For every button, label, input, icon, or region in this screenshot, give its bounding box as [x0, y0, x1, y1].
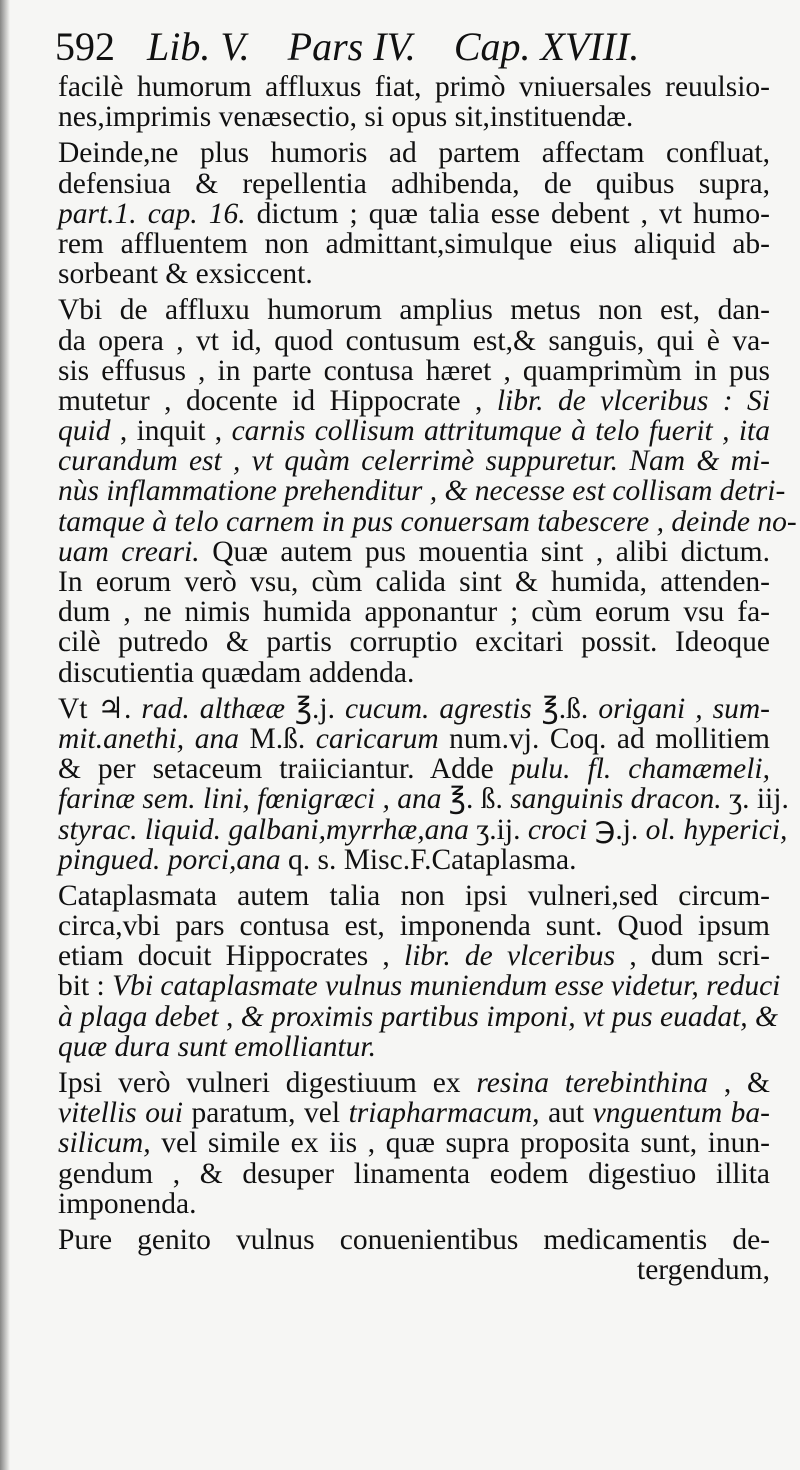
- text-line: [58, 911, 770, 941]
- text-line: [58, 658, 770, 688]
- italic-text-segment: cucum. agrestis: [345, 692, 532, 725]
- text-segment: q. s. Misc.F.Cataplasma.: [280, 843, 577, 876]
- text-segment: ℥. ß.: [441, 783, 511, 816]
- text-line: [58, 259, 770, 289]
- text-line: [58, 813, 788, 846]
- text-segment: cilè putredo & partis corruptio excitari possit. Ideoque: [58, 626, 770, 659]
- text-line: [58, 505, 797, 538]
- text-line: [58, 1159, 770, 1189]
- text-segment: ℥.ß.: [531, 692, 599, 725]
- text-line: [58, 783, 789, 816]
- text-line: [58, 356, 770, 386]
- text-line: [58, 1128, 770, 1158]
- book-label: Lib. V.: [147, 24, 250, 69]
- text-line: [58, 1098, 770, 1128]
- italic-text-segment: ol. hyperici,: [645, 813, 788, 846]
- italic-text-segment: silicum,: [58, 1127, 151, 1160]
- italic-text-segment: tamque à telo carnem in pus conuersam tabescere , deinde no-: [58, 505, 797, 538]
- italic-text-segment: vnguentum ba-: [592, 1097, 770, 1130]
- text-body: [58, 71, 797, 1287]
- text-segment: , inquit ,: [110, 415, 232, 448]
- text-line: [58, 694, 770, 724]
- text-line: [58, 446, 770, 476]
- italic-text-segment: carnis collisum attritumque à telo fuerit , ita: [231, 415, 770, 448]
- italic-text-segment: nùs inflammatione prehenditur , & necesse est collisam detri-: [58, 475, 786, 508]
- text-segment: aut: [539, 1097, 593, 1130]
- text-segment: Pure genito vulnus conuenientibus medicamentis de-: [58, 1223, 770, 1256]
- italic-text-segment: croci: [527, 813, 588, 846]
- text-segment: discutientia quædam addenda.: [58, 656, 415, 689]
- text-line: [58, 102, 770, 132]
- text-segment: num.vj. Coq. ad mollitiem: [438, 722, 770, 755]
- text-line: [58, 416, 770, 446]
- text-segment: mutetur , docente id Hippocrate ,: [58, 384, 497, 417]
- italic-text-segment: libr. de vlceribus: [404, 940, 616, 973]
- text-line: [58, 724, 770, 754]
- italic-text-segment: farinæ sem. lini, fœnigræci , ana: [58, 783, 442, 816]
- text-segment: & per setaceum traiiciantur. Adde: [58, 753, 511, 786]
- text-line: [58, 567, 770, 597]
- text-segment: facilè humorum affluxus fiat, primò vniuersales reuulsio-: [58, 71, 770, 103]
- text-segment: Deinde,ne plus humoris ad partem affectam confluat,: [58, 137, 770, 170]
- text-segment: tergendum,: [637, 1254, 770, 1287]
- part-label: Pars IV.: [287, 24, 416, 69]
- text-line: [58, 475, 786, 508]
- text-segment: nes,imprimis venæsectio, si opus sit,instituendæ.: [58, 101, 634, 134]
- italic-text-segment: caricarum: [315, 722, 439, 755]
- text-segment: sis effusus , in parte contusa hæret , quamprimùm in pus: [58, 354, 770, 387]
- italic-text-segment: triapharmacum,: [348, 1097, 540, 1130]
- text-segment: Vt ♃.: [58, 692, 142, 725]
- text-segment: defensiua & repellentia adhibenda, de quibus supra,: [58, 167, 770, 200]
- text-segment: Vbi de affluxu humorum amplius metus non est, dan-: [58, 294, 770, 327]
- text-segment: bit :: [58, 970, 113, 1003]
- text-line: [58, 199, 770, 229]
- italic-text-segment: resina terebinthina: [476, 1067, 708, 1099]
- italic-text-segment: curandum est , vt quàm celerrimè suppuretur. Nam & mi-: [58, 445, 770, 478]
- text-line: [58, 1255, 770, 1285]
- italic-text-segment: libr. de vlceribus : Si: [496, 384, 770, 417]
- italic-text-segment: origani , sum-: [598, 692, 770, 725]
- text-segment: Cataplasmata autem talia non ipsi vulneri,sed circum-: [58, 879, 770, 912]
- italic-text-segment: quæ dura sunt emolliantur.: [58, 1030, 376, 1063]
- text-segment: ʒ. iij.: [721, 783, 789, 816]
- text-segment: dictum ; quæ talia esse debent , vt humo-: [245, 197, 770, 230]
- text-line: [58, 1068, 770, 1098]
- text-segment: etiam docuit Hippocrates ,: [58, 940, 404, 973]
- italic-text-segment: uam creari.: [58, 535, 200, 568]
- text-segment: rem affluentem non admittant,simulque eius aliquid ab-: [58, 227, 770, 260]
- text-segment: circa,vbi pars contusa est, imponenda sunt. Quod ipsum: [58, 910, 770, 943]
- text-segment: M.ß.: [238, 722, 316, 755]
- italic-text-segment: styrac. liquid. galbani,myrrhæ,ana: [58, 813, 469, 846]
- text-segment: ℈.j.: [587, 813, 646, 846]
- text-line: [58, 169, 770, 199]
- italic-text-segment: sanguinis dracon.: [510, 783, 722, 816]
- text-line: [58, 881, 770, 911]
- text-line: [58, 326, 770, 356]
- text-line: [58, 627, 770, 657]
- italic-text-segment: pulu. fl. chamæmeli,: [510, 753, 770, 786]
- text-segment: ℥.j.: [285, 692, 346, 725]
- text-segment: imponenda.: [58, 1187, 197, 1220]
- text-line: [58, 72, 770, 102]
- text-line: [58, 941, 770, 971]
- italic-text-segment: pingued. porci,ana: [58, 843, 281, 876]
- italic-text-segment: quid: [58, 415, 111, 448]
- italic-text-segment: vitellis oui: [58, 1097, 183, 1130]
- text-line: [58, 386, 770, 416]
- italic-text-segment: à plaga debet , & proximis partibus imponi, vt pus euadat, &: [58, 1000, 778, 1033]
- text-line: [58, 845, 770, 875]
- text-segment: da opera , vt id, quod contusum est,& sanguis, qui è va-: [58, 324, 770, 357]
- text-segment: , dum scri-: [615, 940, 770, 973]
- text-segment: Quæ autem pus mouentia sint , alibi dictum.: [199, 535, 770, 568]
- text-line: [58, 970, 781, 1003]
- text-segment: Ipsi verò vulneri digestiuum ex: [58, 1067, 477, 1099]
- text-line: [58, 1189, 770, 1219]
- text-line: [58, 597, 770, 627]
- text-segment: In eorum verò vsu, cùm calida sint & humida, attenden-: [58, 566, 770, 598]
- text-segment: dum , ne nimis humida apponantur ; cùm eorum vsu fa-: [58, 596, 770, 629]
- text-line: [58, 295, 770, 325]
- text-segment: vel simile ex iis , quæ supra proposita sunt, inun-: [150, 1127, 770, 1160]
- text-line: [58, 1225, 770, 1255]
- page-number: 592: [55, 24, 115, 69]
- running-header: [55, 22, 755, 72]
- text-segment: gendum , & desuper linamenta eodem digestiuo illita: [58, 1157, 770, 1190]
- text-segment: ʒ.ij.: [468, 813, 528, 846]
- text-line: [58, 537, 770, 567]
- italic-text-segment: Vbi cataplasmate vulnus muniendum esse videtur, reduci: [112, 970, 781, 1003]
- chapter-label: Cap. XVIII.: [453, 24, 640, 69]
- text-segment: , &: [708, 1067, 771, 1099]
- text-line: [58, 229, 770, 259]
- text-line: [58, 754, 770, 784]
- italic-text-segment: part.1. cap. 16.: [58, 197, 246, 230]
- italic-text-segment: mit.anethi, ana: [58, 722, 239, 755]
- text-line: [58, 138, 770, 168]
- text-segment: sorbeant & exsiccent.: [58, 258, 313, 291]
- italic-text-segment: rad. althææ: [141, 692, 285, 725]
- text-segment: paratum, vel: [182, 1097, 349, 1130]
- text-line: [58, 1032, 770, 1062]
- text-line: [58, 1000, 778, 1033]
